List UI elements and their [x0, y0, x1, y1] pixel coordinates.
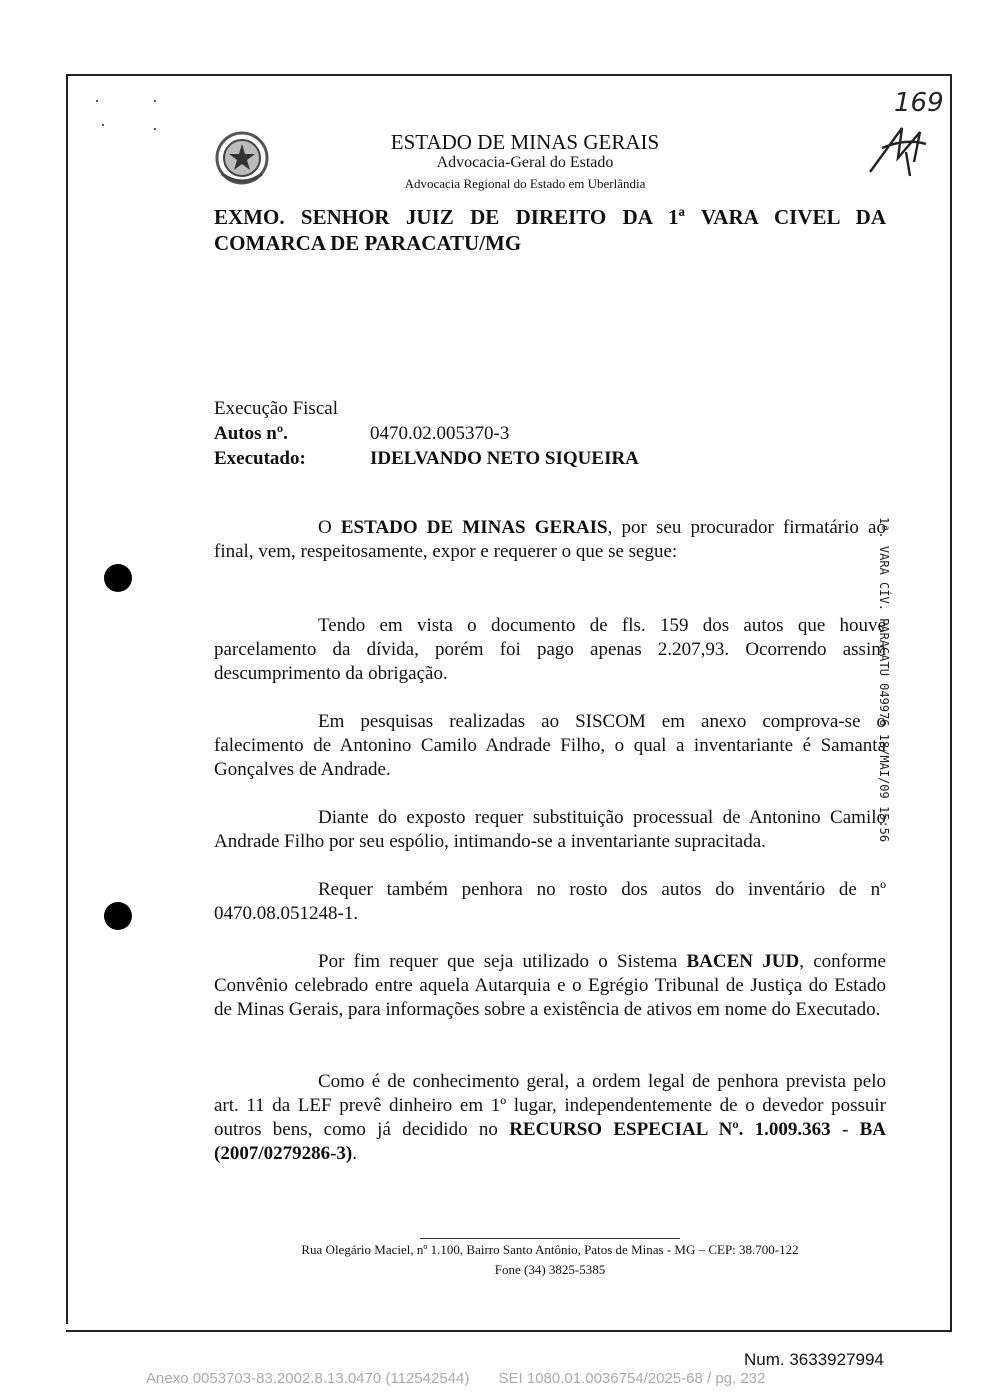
- annex-reference: Anexo 0053703-83.2002.8.13.0470 (112542544) SEI 1080.01.0036754/2025-68 / pg. 232: [146, 1370, 766, 1387]
- bacen-jud-bold: BACEN JUD: [686, 951, 800, 972]
- punch-hole: [104, 902, 132, 930]
- executado-label: Executado:: [214, 448, 306, 469]
- scan-speck: [96, 100, 98, 102]
- addressee-line2: COMARCA DE PARACATU/MG: [214, 231, 522, 255]
- paragraph-2: Tendo em vista o documento de fls. 159 dos autos que houve parcelamento da dívida, porém foi pago apenas 2.207,93. Ocorrendo assim descumprimento da obrigação.: [214, 615, 886, 684]
- addressee-line1: EXMO. SENHOR JUIZ DE DIREITO DA 1ª VARA CIVEL DA: [214, 205, 886, 229]
- page-border-right: [950, 74, 952, 1332]
- recurso-especial-bold: RECURSO ESPECIAL Nº. 1.009.363 - BA (2007/0279286-3): [214, 1119, 886, 1164]
- paragraph-7: Como é de conhecimento geral, a ordem legal de penhora prevista pelo art. 11 da LEF prevê dinheiro em 1º lugar, independentemente de o devedor possuir outros bens, como já decidido no RECURSO ESPECIAL Nº. 1.009.363 - BA (2007/0279286-3).: [214, 1071, 886, 1164]
- footer-phone: Fone (34) 3825-5385: [494, 1262, 606, 1277]
- footer-address: Rua Olegário Maciel, nº 1.100, Bairro Santo Antônio, Patos de Minas - MG – CEP: 38.700-122: [301, 1242, 799, 1257]
- page-border-left: [66, 74, 68, 1324]
- handwritten-page-number: 169: [894, 88, 944, 118]
- scan-speck: [154, 100, 156, 102]
- autos-value: 0470.02.005370-3: [370, 423, 510, 444]
- handwritten-rubric: [862, 118, 932, 180]
- paragraph-6: Por fim requer que seja utilizado o Sistema BACEN JUD, conforme Convênio celebrado entre aquela Autarquia e o Egrégio Tribunal de Justiça do Estado de Minas Gerais, para informações sobre a existência de ativos em nome do Executado.: [214, 951, 886, 1020]
- state-name-bold: ESTADO DE MINAS GERAIS: [340, 517, 608, 538]
- addressee: [214, 204, 886, 256]
- protocol-stamp: 1ª. VARA CÍV. PARACATU 049976 18/MAI/09 15:56: [877, 517, 891, 843]
- page-border-top: [66, 74, 952, 76]
- page-border-bottom: [66, 1330, 952, 1332]
- scan-speck: [154, 128, 156, 130]
- case-type: Execução Fiscal: [214, 398, 338, 419]
- punch-hole: [104, 564, 132, 592]
- paragraph-5: Requer também penhora no rosto dos autos do inventário de nº 0470.08.051248-1.: [214, 879, 886, 924]
- executado-value: IDELVANDO NETO SIQUEIRA: [370, 448, 639, 469]
- header-agency: Advocacia-Geral do Estado: [436, 154, 614, 171]
- header-state: ESTADO DE MINAS GERAIS: [390, 130, 660, 154]
- paragraph-3: Em pesquisas realizadas ao SISCOM em anexo comprova-se o falecimento de Antonino Camilo Andrade Filho, o qual a inventariante é Samanta Gonçalves de Andrade.: [214, 711, 886, 780]
- case-info: [214, 396, 639, 471]
- state-seal-icon: [214, 130, 270, 186]
- paragraph-4: Diante do exposto requer substituição processual de Antonino Camilo Andrade Filho por seu espólio, intimando-se a inventariante supracitada.: [214, 807, 886, 852]
- autos-label: Autos nº.: [214, 423, 288, 444]
- document-number: Num. 3633927994: [744, 1350, 884, 1369]
- scan-speck: [102, 124, 104, 126]
- paragraph-1: O ESTADO DE MINAS GERAIS, por seu procurador firmatário ao final, vem, respeitosamente, expor e requerer o que se segue:: [214, 517, 886, 562]
- header-regional: Advocacia Regional do Estado em Uberlândia: [404, 176, 646, 191]
- footer-divider: [420, 1238, 680, 1239]
